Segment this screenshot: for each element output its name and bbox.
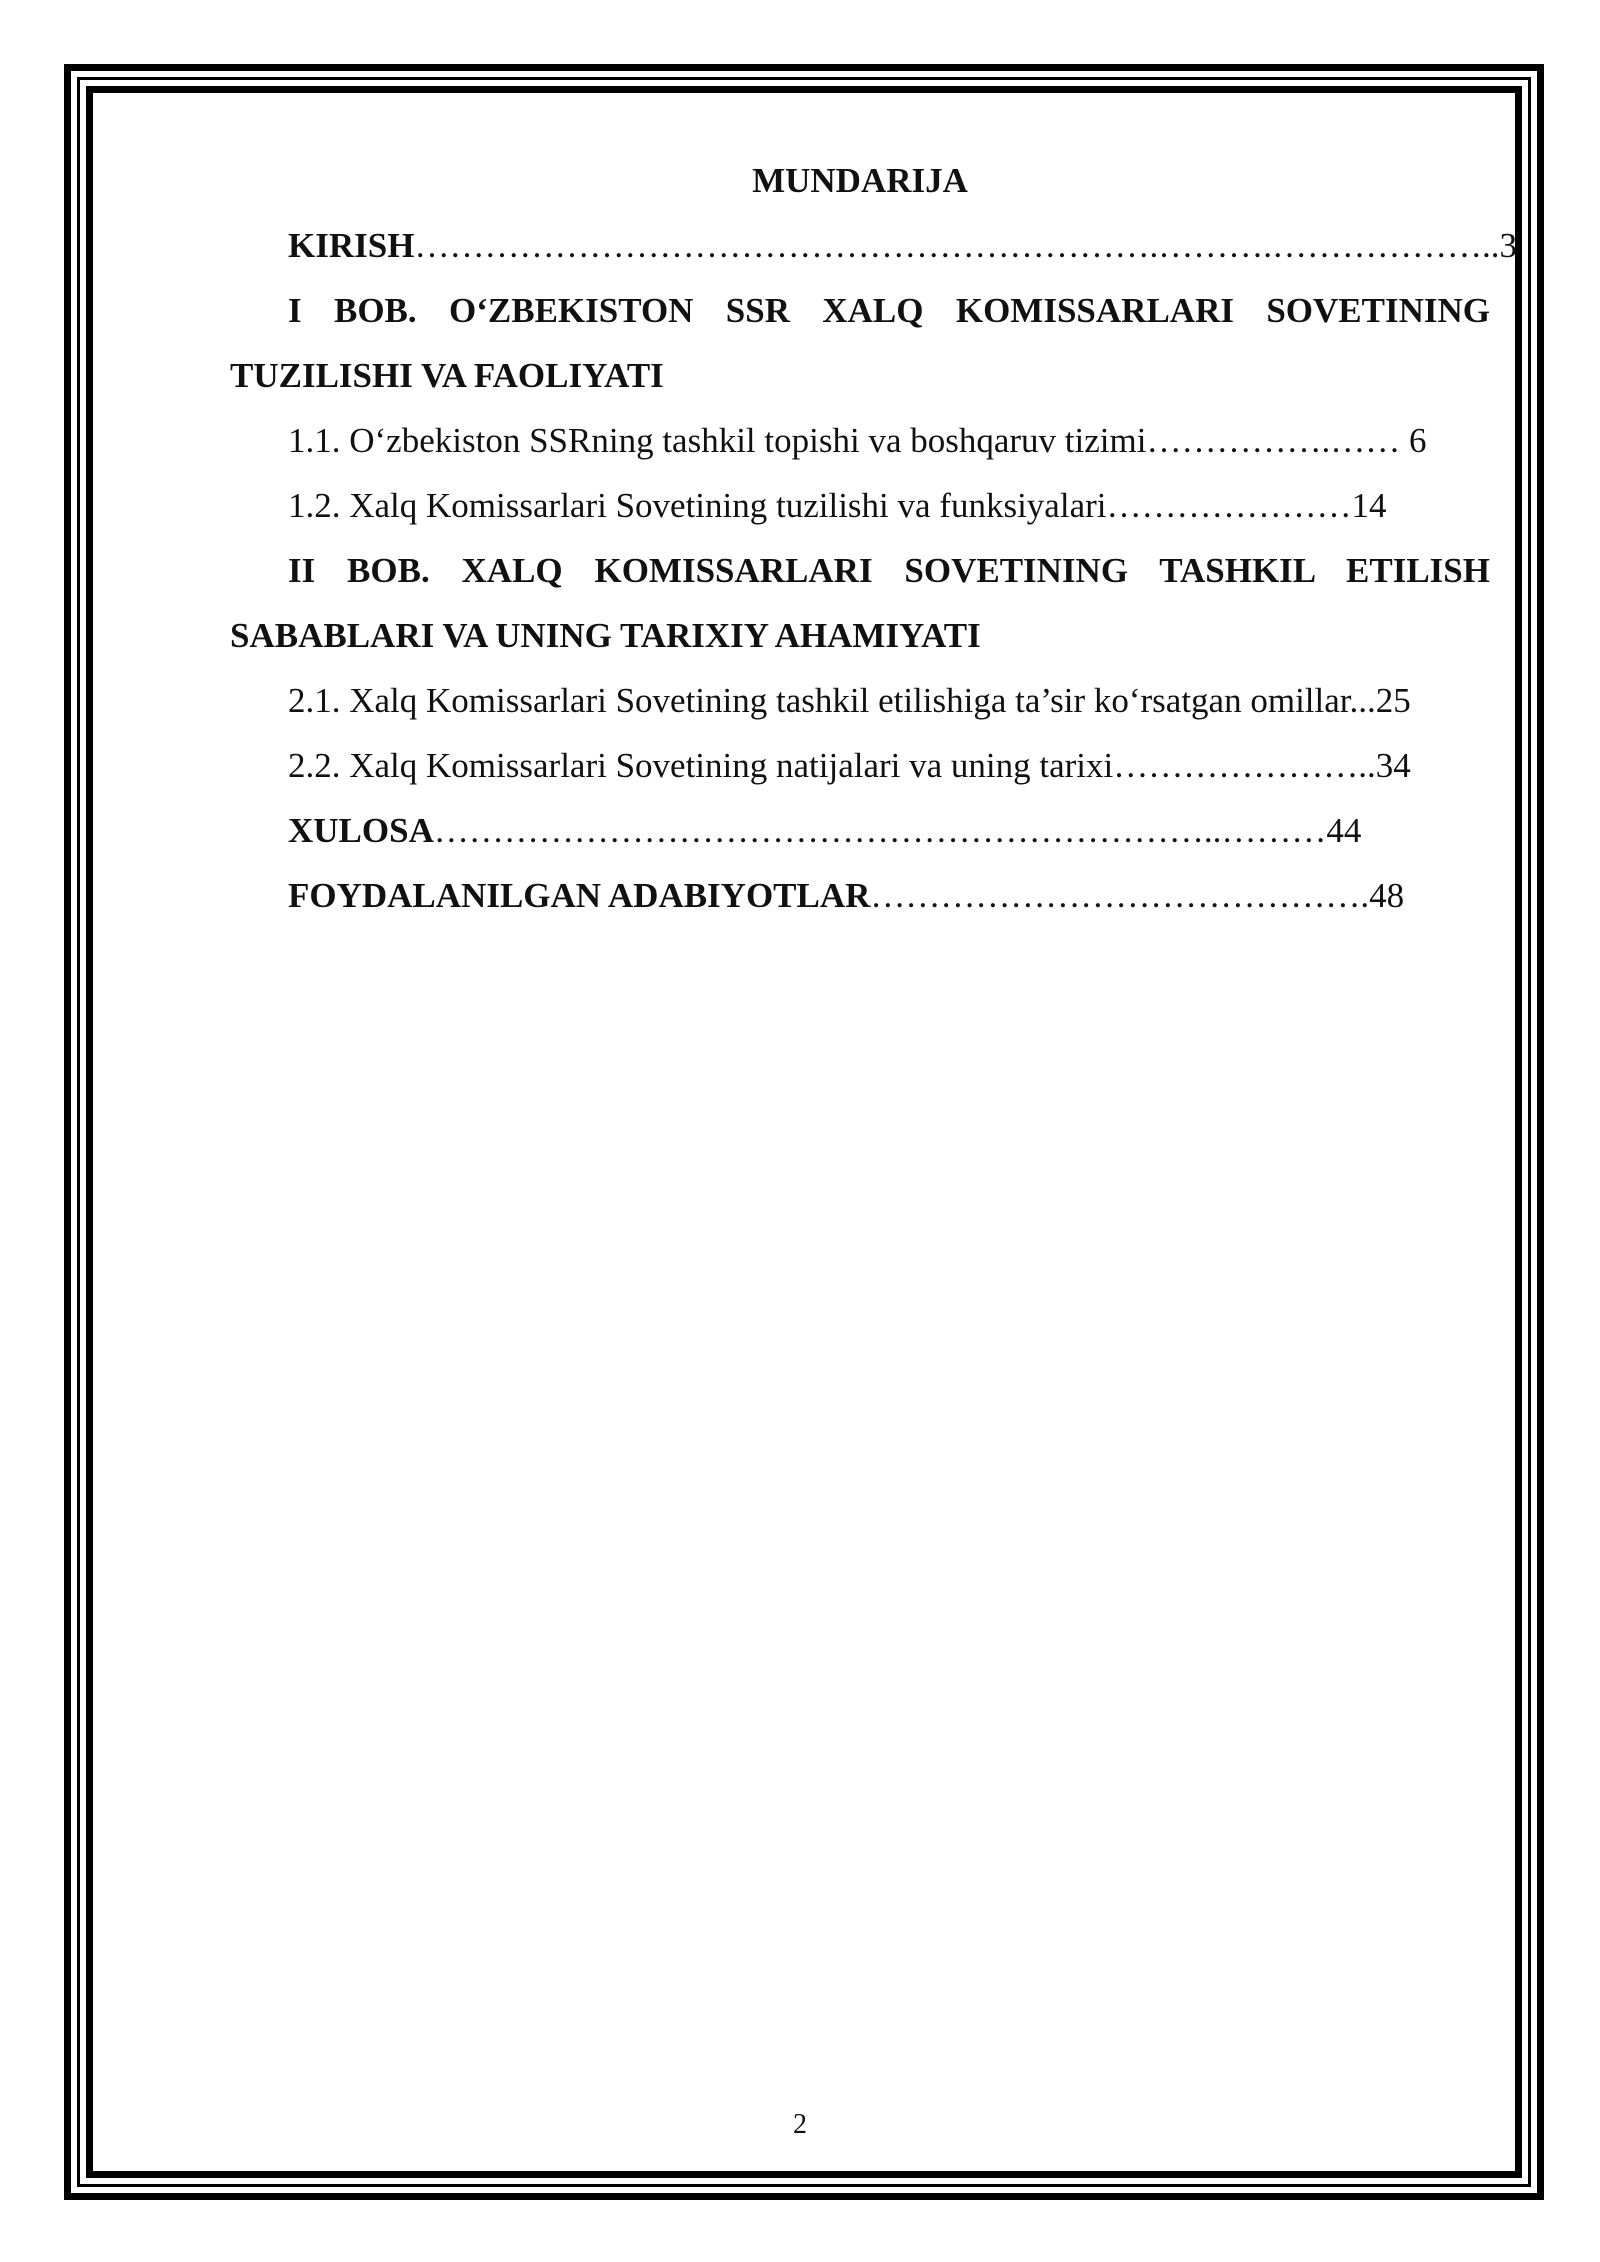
page-title: MUNDARIJA	[752, 161, 968, 200]
toc-section-1-1[interactable]: 1.1. O‘zbekiston SSRning tashkil topishi va boshqaruv tizimi…………….…… 6	[288, 421, 1427, 460]
toc-entry-leader: ……………………………………………………….……….………………..3	[414, 226, 1517, 265]
toc-chapter-2[interactable]: II BOB. XALQ KOMISSARLARI SOVETINING TASHKIL ETILISH SABABLARI VA UNING TARIXIY AHAMIYATI	[230, 551, 1490, 655]
toc-entry-leader: …………………………………………………………..………44	[433, 811, 1362, 850]
toc-entry-label: FOYDALANILGAN ADABIYOTLAR	[288, 876, 871, 915]
page-number: 2	[793, 2109, 807, 2140]
toc-chapter-1[interactable]: I BOB. O‘ZBEKISTON SSR XALQ KOMISSARLARI SOVETINING TUZILISHI VA FAOLIYATI	[230, 291, 1490, 395]
toc-section-1-2[interactable]: 1.2. Xalq Komissarlari Sovetining tuzilishi va funksiyalari…………………14	[288, 486, 1387, 525]
toc-section-2-2[interactable]: 2.2. Xalq Komissarlari Sovetining natijalari va uning tarixi…………………..34	[288, 746, 1411, 785]
toc-entry-label: XULOSA	[288, 811, 434, 850]
toc-entry-xulosa[interactable]	[230, 798, 1490, 863]
toc-entry-leader: …………………………………….48	[870, 876, 1405, 915]
table-of-contents	[230, 148, 1517, 928]
toc-entry-kirish[interactable]	[230, 213, 1517, 278]
toc-entry-adabiyotlar[interactable]	[230, 863, 1490, 928]
toc-section-2-1[interactable]: 2.1. Xalq Komissarlari Sovetining tashkil etilishiga ta’sir ko‘rsatgan omillar...25	[288, 681, 1411, 720]
toc-entry-label: KIRISH	[288, 226, 415, 265]
